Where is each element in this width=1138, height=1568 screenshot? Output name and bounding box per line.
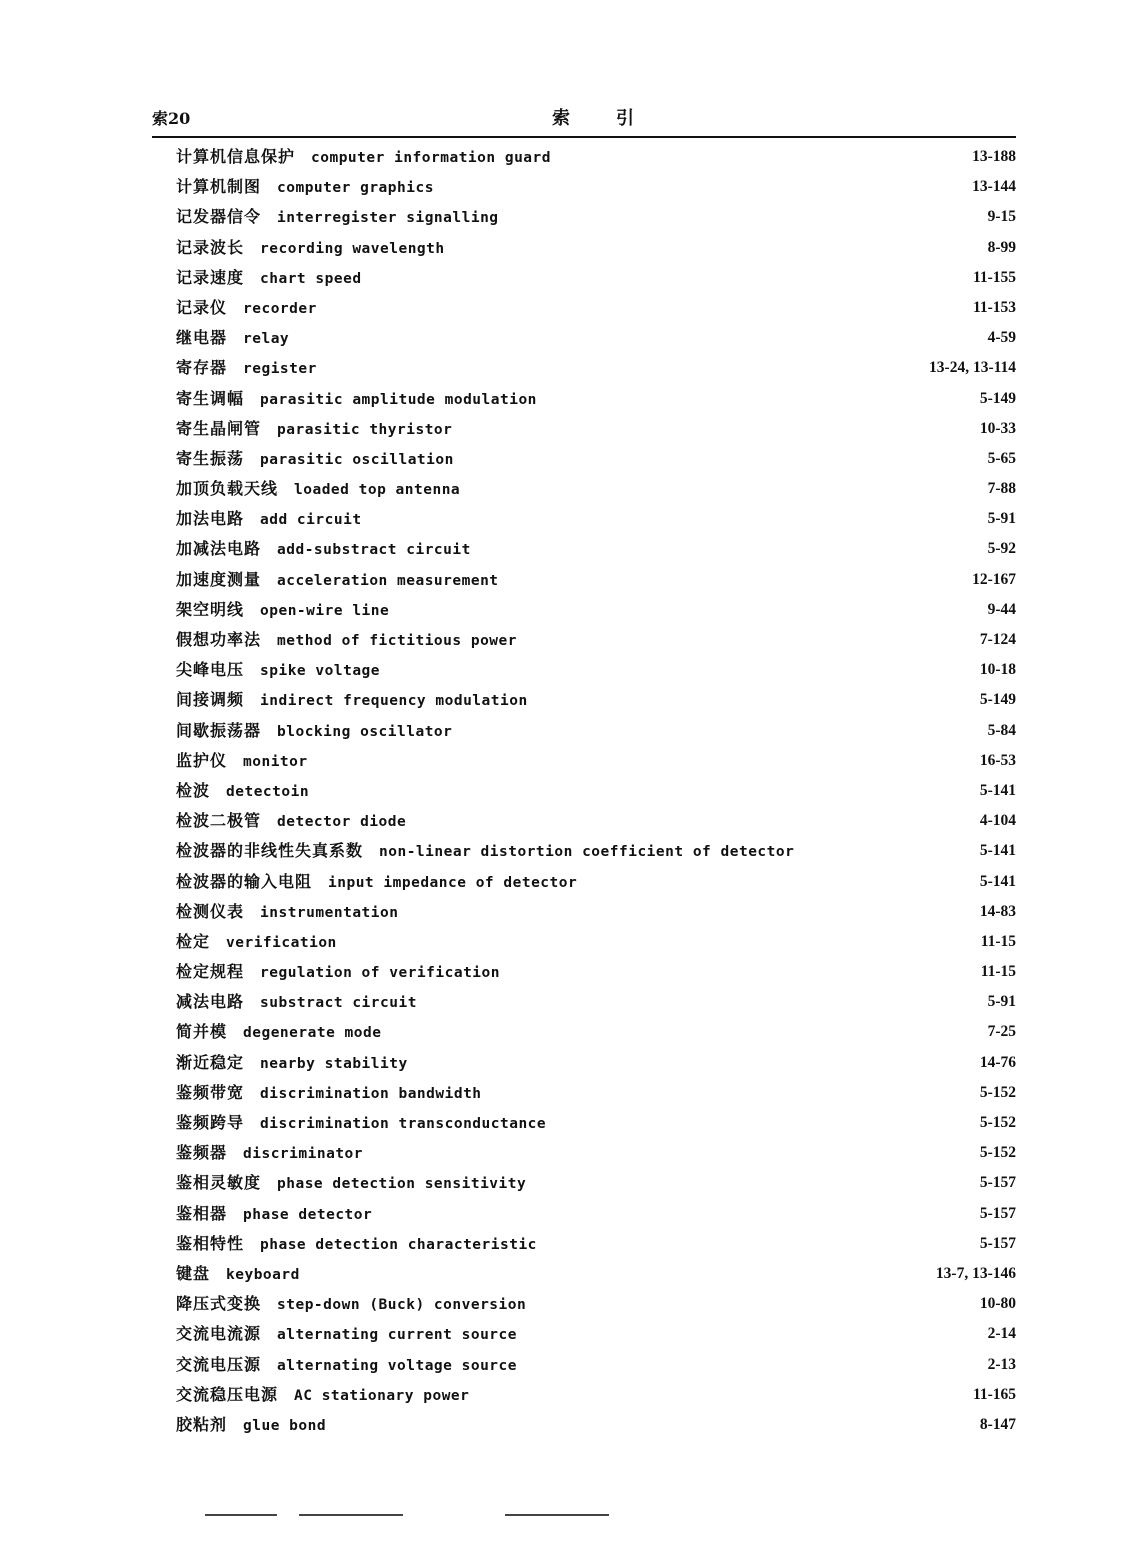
entry-page-reference: 2-14 (987, 1325, 1016, 1343)
entry-page-reference: 2-13 (987, 1355, 1016, 1373)
entry-english-term: computer information guard (311, 150, 551, 166)
entry-chinese-term: 鉴频跨导 (176, 1113, 245, 1132)
entry-chinese-term: 计算机制图 (176, 177, 262, 197)
entry-chinese-term: 加法电路 (176, 509, 245, 529)
entry-english-term: chart speed (260, 270, 362, 287)
entry-page-reference: 5-141 (979, 872, 1016, 890)
index-entry (176, 384, 1016, 414)
index-entry-list (176, 142, 1016, 1440)
entry-english-term: regulation of verification (260, 965, 500, 982)
index-entry (176, 927, 1016, 957)
entry-english-term: open-wire line (260, 602, 390, 619)
entry-chinese-term: 降压式变换 (176, 1294, 262, 1314)
entry-chinese-term: 检测仪表 (176, 901, 245, 921)
entry-page-reference: 13-188 (972, 148, 1016, 165)
index-entry (176, 897, 1016, 927)
entry-english-term: add circuit (260, 512, 362, 529)
entry-english-term: relay (243, 331, 290, 348)
entry-page-reference: 5-91 (987, 993, 1016, 1011)
entry-page-reference: 9-15 (987, 208, 1016, 226)
entry-english-term: computer graphics (277, 180, 434, 197)
entry-chinese-term: 鉴频带宽 (176, 1082, 245, 1102)
entry-english-term: detector diode (277, 814, 407, 831)
entry-page-reference: 10-80 (979, 1295, 1016, 1313)
entry-chinese-term: 间接调频 (176, 690, 245, 710)
entry-page-reference: 13-7, 13-146 (935, 1264, 1016, 1282)
entry-chinese-term: 尖峰电压 (176, 660, 245, 680)
entry-chinese-term: 记录波长 (176, 237, 245, 257)
index-entry (176, 1168, 1016, 1198)
entry-chinese-term: 鉴频器 (176, 1143, 228, 1163)
entry-english-term: monitor (243, 753, 308, 770)
entry-page-reference: 5-152 (979, 1144, 1016, 1162)
entry-english-term: interregister signalling (277, 210, 499, 227)
entry-english-term: recording wavelength (260, 240, 445, 257)
entry-page-reference: 11-15 (980, 932, 1016, 950)
entry-english-term: recorder (243, 300, 317, 317)
footer-marks (205, 1514, 615, 1518)
entry-page-reference: 11-165 (972, 1385, 1016, 1403)
entry-english-term: spike voltage (260, 663, 381, 680)
entry-page-reference: 7-88 (987, 480, 1016, 498)
header-rule (152, 136, 1016, 138)
entry-english-term: blocking oscillator (277, 723, 453, 740)
entry-english-term: phase detection characteristic (260, 1236, 537, 1253)
index-entry (176, 716, 1016, 746)
entry-page-reference: 5-149 (979, 389, 1016, 407)
entry-page-reference: 7-25 (987, 1023, 1016, 1041)
entry-chinese-term: 键盘 (176, 1263, 211, 1283)
entry-english-term: AC stationary power (294, 1387, 470, 1404)
entry-chinese-term: 检波 (176, 780, 211, 800)
entry-page-reference: 13-144 (972, 178, 1016, 196)
index-entry (176, 172, 1016, 202)
entry-english-term: nearby stability (260, 1055, 408, 1072)
entry-chinese-term: 加顶负载天线 (176, 479, 279, 499)
entry-page-reference: 10-18 (979, 661, 1016, 679)
entry-english-term: substract circuit (260, 995, 417, 1012)
entry-english-term: keyboard (226, 1266, 300, 1283)
index-entry (176, 595, 1016, 625)
entry-page-reference: 5-92 (987, 540, 1016, 558)
entry-page-reference: 5-157 (979, 1204, 1016, 1222)
index-entry (176, 233, 1016, 263)
entry-english-term: discrimination transconductance (260, 1116, 547, 1132)
index-entry (176, 444, 1016, 474)
entry-chinese-term: 寄生调幅 (176, 388, 245, 408)
entry-english-term: method of fictitious power (277, 633, 517, 649)
entry-page-reference: 5-91 (987, 510, 1016, 528)
page-header (152, 104, 1016, 132)
entry-chinese-term: 检波器的非线性失真系数 (176, 841, 364, 861)
index-entry (176, 987, 1016, 1017)
index-entry (176, 202, 1016, 232)
index-entry (176, 1108, 1016, 1138)
entry-page-reference: 7-124 (979, 631, 1016, 648)
page-title: 索引 (552, 108, 680, 129)
entry-chinese-term: 简并模 (176, 1022, 228, 1042)
entry-chinese-term: 间歇振荡器 (176, 720, 262, 740)
index-entry (176, 867, 1016, 897)
entry-page-reference: 5-157 (979, 1174, 1016, 1192)
page-number: 索20 (152, 109, 191, 128)
entry-page-reference: 5-152 (979, 1114, 1016, 1131)
entry-page-reference: 11-155 (972, 268, 1016, 286)
entry-english-term: phase detector (243, 1206, 373, 1223)
entry-page-reference: 9-44 (987, 600, 1016, 618)
entry-chinese-term: 渐近稳定 (176, 1052, 245, 1072)
entry-chinese-term: 鉴相特性 (176, 1233, 245, 1253)
entry-english-term: input impedance of detector (328, 874, 578, 891)
entry-chinese-term: 寄存器 (176, 358, 228, 378)
entry-chinese-term: 架空明线 (176, 599, 245, 619)
entry-english-term: add-substract circuit (277, 542, 471, 559)
entry-english-term: discrimination bandwidth (260, 1085, 482, 1102)
index-entry (176, 1350, 1016, 1380)
entry-page-reference: 10-33 (979, 419, 1016, 437)
entry-chinese-term: 寄生晶闸管 (176, 418, 262, 438)
entry-page-reference: 5-141 (979, 842, 1016, 860)
entry-english-term: parasitic thyristor (277, 421, 453, 438)
index-entry (176, 776, 1016, 806)
entry-chinese-term: 计算机信息保护 (176, 147, 296, 166)
entry-chinese-term: 交流电流源 (176, 1324, 262, 1344)
index-entry (176, 142, 1016, 172)
entry-english-term: step-down (Buck) conversion (277, 1297, 527, 1314)
entry-page-reference: 4-59 (987, 329, 1016, 347)
index-entry (176, 504, 1016, 534)
index-entry (176, 1017, 1016, 1047)
index-entry (176, 1289, 1016, 1319)
index-entry (176, 1138, 1016, 1168)
entry-page-reference: 4-104 (979, 812, 1016, 830)
entry-page-reference: 11-153 (972, 298, 1016, 316)
index-entry (176, 534, 1016, 564)
entry-chinese-term: 检波二极管 (176, 811, 262, 831)
entry-chinese-term: 减法电路 (176, 992, 245, 1012)
entry-english-term: alternating voltage source (277, 1357, 517, 1374)
index-entry (176, 565, 1016, 595)
entry-page-reference: 11-15 (980, 963, 1016, 981)
index-entry (176, 1410, 1016, 1440)
index-entry (176, 1380, 1016, 1410)
entry-page-reference: 8-99 (987, 238, 1016, 256)
entry-page-reference: 5-157 (979, 1234, 1016, 1252)
index-entry (176, 746, 1016, 776)
entry-chinese-term: 检定规程 (176, 962, 245, 982)
index-entry (176, 1319, 1016, 1349)
index-entry (176, 414, 1016, 444)
index-entry (176, 957, 1016, 987)
entry-english-term: acceleration measurement (277, 572, 499, 589)
entry-english-term: non-linear distortion coefficient of detector (379, 844, 795, 861)
entry-english-term: instrumentation (260, 904, 399, 921)
entry-page-reference: 8-147 (979, 1415, 1016, 1433)
entry-english-term: indirect frequency modulation (260, 693, 528, 710)
entry-page-reference: 5-65 (987, 449, 1016, 467)
index-entry (176, 655, 1016, 685)
entry-english-term: parasitic amplitude modulation (260, 391, 537, 408)
entry-chinese-term: 交流稳压电源 (176, 1384, 279, 1404)
entry-english-term: register (243, 361, 317, 378)
index-entry (176, 323, 1016, 353)
entry-page-reference: 12-167 (972, 570, 1016, 588)
entry-page-reference: 5-141 (979, 781, 1016, 799)
entry-chinese-term: 寄生振荡 (176, 448, 245, 468)
entry-english-term: alternating current source (277, 1327, 517, 1344)
entry-chinese-term: 继电器 (176, 328, 228, 348)
index-entry (176, 293, 1016, 323)
entry-chinese-term: 检波器的输入电阻 (176, 871, 313, 891)
entry-chinese-term: 记发器信令 (176, 207, 262, 227)
entry-english-term: verification (226, 934, 337, 951)
entry-english-term: parasitic oscillation (260, 451, 454, 468)
entry-english-term: detectoin (226, 783, 310, 800)
entry-chinese-term: 交流电压源 (176, 1354, 262, 1374)
entry-page-reference: 14-83 (979, 902, 1016, 920)
index-entry (176, 353, 1016, 383)
index-entry (176, 836, 1016, 866)
entry-chinese-term: 记录仪 (176, 297, 228, 317)
entry-chinese-term: 加速度测量 (176, 569, 262, 589)
entry-page-reference: 14-76 (979, 1053, 1016, 1071)
index-entry (176, 1259, 1016, 1289)
entry-chinese-term: 假想功率法 (176, 630, 262, 649)
entry-chinese-term: 鉴相器 (176, 1203, 228, 1223)
entry-chinese-term: 胶粘剂 (176, 1414, 228, 1434)
index-entry (176, 1048, 1016, 1078)
entry-chinese-term: 加减法电路 (176, 539, 262, 559)
entry-english-term: discriminator (243, 1146, 364, 1163)
index-entry (176, 263, 1016, 293)
index-entry (176, 1229, 1016, 1259)
entry-chinese-term: 检定 (176, 931, 211, 951)
entry-english-term: glue bond (243, 1417, 327, 1434)
index-entry (176, 806, 1016, 836)
index-entry (176, 685, 1016, 715)
index-entry (176, 625, 1016, 655)
entry-page-reference: 5-149 (979, 691, 1016, 709)
index-entry (176, 1199, 1016, 1229)
index-entry (176, 1078, 1016, 1108)
entry-page-reference: 5-84 (987, 721, 1016, 739)
entry-page-reference: 5-152 (979, 1083, 1016, 1101)
entry-chinese-term: 鉴相灵敏度 (176, 1173, 262, 1193)
index-entry (176, 474, 1016, 504)
entry-english-term: phase detection sensitivity (277, 1176, 527, 1193)
entry-chinese-term: 监护仪 (176, 750, 228, 770)
entry-page-reference: 16-53 (979, 751, 1016, 769)
entry-chinese-term: 记录速度 (176, 267, 245, 287)
entry-english-term: loaded top antenna (294, 482, 461, 499)
entry-english-term: degenerate mode (243, 1025, 382, 1042)
entry-page-reference: 13-24, 13-114 (929, 359, 1016, 377)
